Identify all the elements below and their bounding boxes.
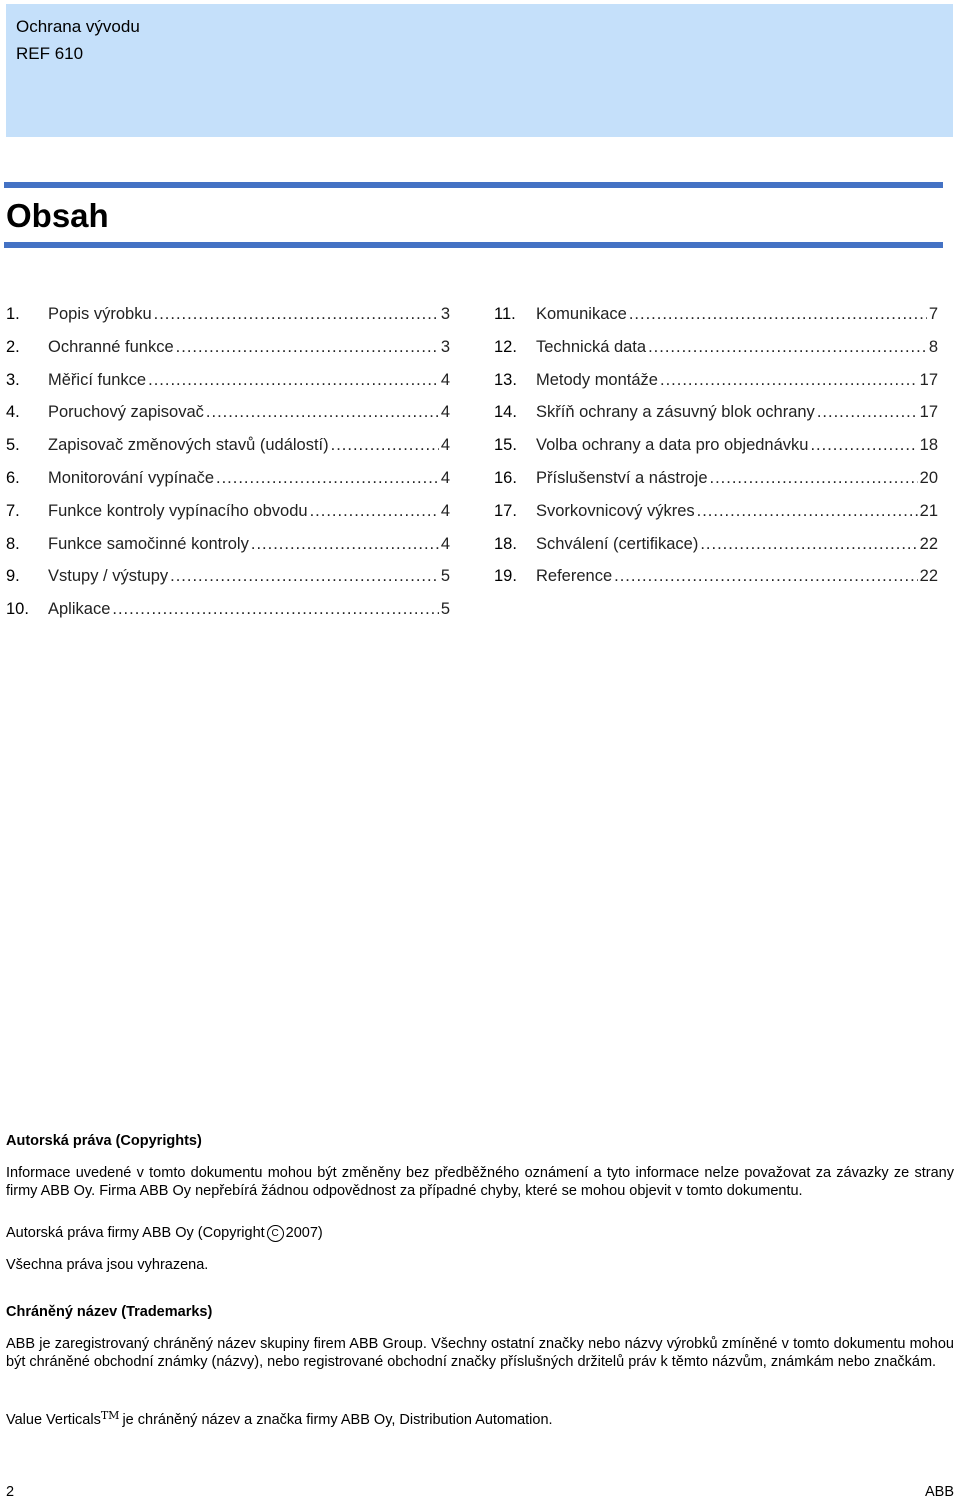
toc-entry-label: Metody montáže	[536, 370, 658, 389]
toc-entry-page: 22	[919, 534, 938, 553]
toc-entry-number: 4.	[6, 403, 20, 422]
toc-entry-line	[48, 434, 450, 456]
toc-left-column	[6, 303, 450, 631]
toc-entry-line	[48, 500, 450, 522]
toc-entry-line	[536, 434, 938, 456]
toc-entry-page: 7	[928, 305, 938, 323]
toc-entry[interactable]	[6, 500, 450, 533]
toc-entry-label: Zapisovač změnových stavů (událostí)	[48, 436, 329, 455]
toc-entry-page: 4	[440, 370, 450, 389]
toc-entry-line	[48, 303, 450, 325]
toc-leader-dots	[660, 369, 918, 391]
toc-entry-label: Technická data	[536, 337, 647, 356]
toc-entry-page: 4	[440, 436, 450, 455]
toc-leader-dots	[700, 533, 917, 555]
header-title: Ochrana vývodu	[16, 17, 140, 36]
toc-leader-dots	[697, 500, 918, 522]
toc-entry-label: Měřicí funkce	[48, 370, 147, 389]
toc-entry-number: 10.	[6, 600, 29, 619]
toc-entry-page: 3	[440, 305, 450, 323]
toc-entry-number: 3.	[6, 370, 20, 389]
toc-entry-page: 22	[919, 567, 938, 586]
toc-entry-label: Komunikace	[536, 305, 627, 323]
toc-entry-page: 4	[440, 534, 450, 553]
footer-page-number: 2	[6, 1484, 15, 1500]
toc-entry-page: 5	[440, 567, 450, 586]
toc-leader-dots	[614, 565, 918, 587]
toc-entry-label: Reference	[536, 567, 613, 586]
toc-entry-line	[536, 303, 938, 325]
toc-entry-line	[48, 598, 450, 620]
footer-company: ABB	[924, 1484, 954, 1500]
toc-leader-dots	[251, 533, 439, 555]
toc-entry[interactable]	[494, 533, 938, 566]
toc-entry[interactable]	[494, 401, 938, 434]
toc-entry-page: 4	[440, 501, 450, 520]
toc-entry-page: 5	[440, 600, 450, 619]
toc-leader-dots	[310, 500, 439, 522]
toc-entry-number: 13.	[494, 370, 517, 389]
toc-leader-dots	[629, 303, 927, 325]
toc-entry-line	[536, 401, 938, 423]
toc-entry-page: 21	[919, 501, 938, 520]
toc-entry-number: 14.	[494, 403, 517, 422]
toc-entry-line	[48, 533, 450, 555]
title-rule-bottom	[4, 242, 943, 248]
copyright-heading: Autorská práva (Copyrights)	[6, 1133, 202, 1149]
toc-entry-label: Ochranné funkce	[48, 337, 174, 356]
toc-entry-label: Funkce kontroly vypínacího obvodu	[48, 501, 308, 520]
toc-entry-page: 18	[919, 436, 938, 455]
toc-entry-number: 18.	[494, 534, 517, 553]
header-band	[6, 4, 953, 137]
toc-entry-label: Schválení (certifikace)	[536, 534, 699, 553]
toc-entry-page: 8	[928, 337, 938, 356]
toc-entry-line	[48, 467, 450, 489]
page-title: Obsah	[6, 197, 109, 234]
trademarks-paragraph: ABB je zaregistrovaný chráněný název skupiny firem ABB Group. Všechny ostatní značky nebo názvy výrobků zmíněné v tomto dokumentu mohou být chráněné obchodní známky (názvy), nebo registrované obchodní značky příslušných držitelů práv k těmto názvům, známkám nebo značkám.	[6, 1336, 954, 1370]
toc-entry-line	[536, 369, 938, 391]
toc-entry[interactable]	[6, 336, 450, 369]
toc-entry-number: 17.	[494, 501, 517, 520]
toc-entry-number: 2.	[6, 337, 20, 356]
toc-entry-label: Svorkovnicový výkres	[536, 501, 695, 520]
toc-entry-line	[48, 565, 450, 587]
toc-entry-number: 16.	[494, 468, 517, 487]
toc-leader-dots	[176, 336, 439, 358]
toc-entry[interactable]	[6, 401, 450, 434]
toc-leader-dots	[170, 565, 439, 587]
toc-entry-line	[48, 336, 450, 358]
toc-entry[interactable]	[494, 369, 938, 402]
toc-entry[interactable]	[6, 369, 450, 402]
toc-entry[interactable]	[494, 336, 938, 369]
toc-leader-dots	[148, 369, 439, 391]
toc-entry-line	[536, 565, 938, 587]
toc-entry-page: 4	[440, 403, 450, 422]
trademark-owner-text: je chráněný název a značka firmy ABB Oy, Distribution Automation.	[122, 1412, 553, 1428]
copyright-year-text: 2007)	[285, 1225, 323, 1241]
toc-entry-page: 17	[919, 403, 938, 422]
toc-leader-dots	[710, 467, 918, 489]
toc-entry-line	[536, 336, 938, 358]
toc-entry-number: 6.	[6, 468, 20, 487]
toc-entry[interactable]	[494, 500, 938, 533]
toc-entry-number: 15.	[494, 436, 517, 455]
toc-entry[interactable]	[6, 434, 450, 467]
toc-entry-line	[536, 467, 938, 489]
toc-entry-number: 12.	[494, 337, 517, 356]
toc-entry-line	[48, 401, 450, 423]
toc-entry[interactable]	[494, 434, 938, 467]
toc-leader-dots	[206, 401, 439, 423]
toc-entry-label: Aplikace	[48, 600, 111, 619]
toc-entry[interactable]	[6, 533, 450, 566]
toc-entry-label: Poruchový zapisovač	[48, 403, 204, 422]
toc-entry[interactable]	[6, 598, 450, 631]
toc-entry-line	[536, 500, 938, 522]
toc-entry-number: 7.	[6, 501, 20, 520]
trademark-symbol-icon: TM	[100, 1409, 120, 1422]
toc-entry-number: 9.	[6, 567, 20, 586]
toc-leader-dots	[817, 401, 918, 423]
toc-entry[interactable]	[6, 565, 450, 598]
toc-entry[interactable]	[494, 467, 938, 500]
toc-entry[interactable]	[6, 467, 450, 500]
copyright-owner-text: Autorská práva firmy ABB Oy (Copyright	[6, 1225, 265, 1241]
toc-entry-number: 19.	[494, 567, 517, 586]
copyright-paragraph: Informace uvedené v tomto dokumentu mohou být změněny bez předběžného oznámení a tyto informace nelze považovat za závazky ze strany firmy ABB Oy. Firma ABB Oy nepřebírá žádnou odpovědnost za případné chyby, které se mohou objevit v tomto dokumentu.	[6, 1165, 954, 1199]
toc-entry-label: Funkce samočinné kontroly	[48, 534, 249, 553]
toc-entry-label: Popis výrobku	[48, 305, 152, 323]
title-rule-top	[4, 182, 943, 188]
toc-entry-page: 20	[919, 468, 938, 487]
copyright-line	[6, 1224, 954, 1242]
toc-entry-line	[536, 533, 938, 555]
toc-leader-dots	[810, 434, 917, 456]
toc-entry-label: Vstupy / výstupy	[48, 567, 169, 586]
toc-entry-label: Skříň ochrany a zásuvný blok ochrany	[536, 403, 815, 422]
toc-right-column	[494, 303, 938, 598]
toc-entry-number: 11.	[494, 305, 516, 323]
trademarks-heading: Chráněný název (Trademarks)	[6, 1304, 213, 1320]
toc-entry-number: 5.	[6, 436, 20, 455]
toc-entry-page: 4	[440, 468, 450, 487]
toc-leader-dots	[648, 336, 927, 358]
toc-leader-dots	[112, 598, 438, 620]
header-product: REF 610	[16, 44, 84, 63]
toc-entry[interactable]	[6, 303, 450, 336]
toc-entry-page: 17	[919, 370, 938, 389]
toc-entry-page: 3	[440, 337, 450, 356]
trademark-product-text: Value Verticals	[6, 1412, 101, 1428]
trademark-line	[6, 1407, 954, 1429]
copyright-symbol-icon: C	[267, 1225, 284, 1242]
toc-leader-dots	[154, 303, 439, 325]
toc-leader-dots	[216, 467, 439, 489]
toc-entry-line	[48, 369, 450, 391]
toc-leader-dots	[331, 434, 439, 456]
toc-entry-label: Monitorování vypínače	[48, 468, 215, 487]
toc-entry-label: Volba ochrany a data pro objednávku	[536, 436, 809, 455]
toc-entry[interactable]	[494, 303, 938, 336]
toc-entry-label: Příslušenství a nástroje	[536, 468, 708, 487]
rights-reserved-text: Všechna práva jsou vyhrazena.	[6, 1257, 209, 1273]
toc-entry-number: 8.	[6, 534, 20, 553]
toc-entry[interactable]	[494, 565, 938, 598]
toc-entry-number: 1.	[6, 305, 20, 323]
